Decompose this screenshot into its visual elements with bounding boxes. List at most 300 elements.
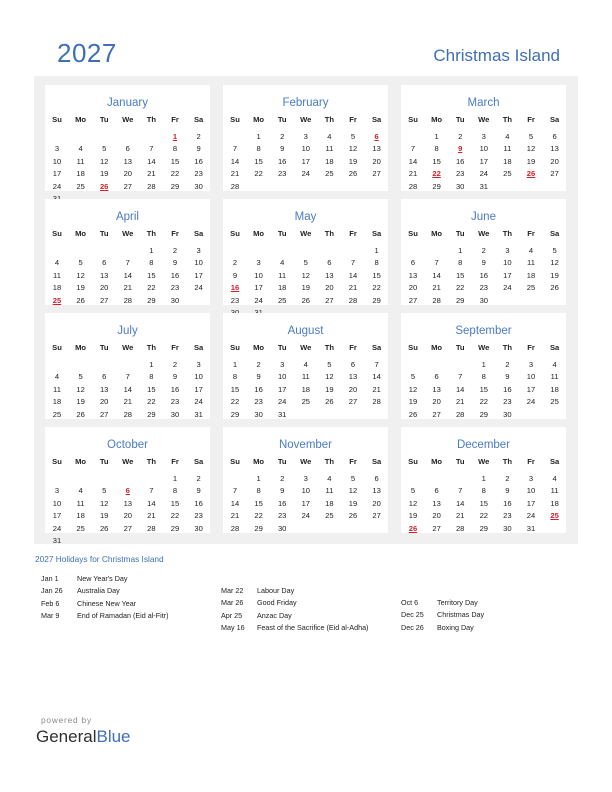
day-cell: 16 bbox=[277, 498, 287, 508]
day-cell: 20 bbox=[550, 156, 559, 166]
day-cell: 5 bbox=[102, 486, 107, 496]
day-cell: 25 bbox=[325, 169, 334, 179]
day-cell: 14 bbox=[147, 156, 156, 166]
day-cell: 21 bbox=[123, 283, 133, 293]
day-cell: 11 bbox=[76, 156, 85, 166]
week-row bbox=[408, 510, 565, 522]
day-cell: 28 bbox=[372, 397, 381, 407]
day-cell: 4 bbox=[280, 258, 285, 268]
week-row bbox=[230, 409, 387, 421]
holiday-day-cell: 26 bbox=[526, 169, 536, 179]
day-cell: 29 bbox=[254, 523, 263, 533]
holiday-name: New Year's Day bbox=[77, 574, 128, 583]
weekday-label: Fr bbox=[349, 343, 357, 352]
day-cell: 11 bbox=[76, 498, 85, 508]
week-row bbox=[410, 143, 565, 155]
day-cell: 13 bbox=[408, 270, 418, 280]
weekday-label: Fr bbox=[527, 229, 535, 238]
week-row bbox=[408, 295, 565, 307]
day-cell: 13 bbox=[372, 486, 381, 496]
holiday-name: Feast of the Sacrifice (Eid al-Adha) bbox=[257, 623, 369, 633]
weekday-label: Th bbox=[502, 115, 513, 124]
day-cell: 17 bbox=[301, 498, 311, 508]
day-cell: 14 bbox=[455, 498, 465, 508]
month-february bbox=[223, 85, 388, 191]
day-cell: 5 bbox=[350, 132, 356, 141]
holiday-date: Dec 26 bbox=[401, 622, 424, 632]
day-cell: 21 bbox=[432, 283, 441, 293]
weekday-label: Mo bbox=[431, 229, 443, 238]
week-row bbox=[232, 485, 387, 497]
holidays-title: 2027 Holidays for Christmas Island bbox=[35, 554, 164, 564]
day-cell: 21 bbox=[230, 511, 240, 521]
month-name: November bbox=[278, 439, 333, 451]
powered-by-text: powered by bbox=[41, 715, 92, 725]
day-cell: 19 bbox=[325, 384, 334, 394]
weekday-label: Fr bbox=[349, 229, 357, 238]
day-cell: 12 bbox=[99, 498, 109, 508]
day-cell: 8 bbox=[458, 258, 463, 268]
day-cell: 1 bbox=[434, 132, 439, 141]
weekday-label: Su bbox=[408, 229, 418, 238]
weekday-label: Su bbox=[408, 343, 418, 352]
day-cell: 25 bbox=[76, 181, 85, 191]
day-cell: 19 bbox=[408, 397, 418, 407]
day-cell: 31 bbox=[52, 536, 62, 545]
day-cell: 24 bbox=[52, 523, 62, 533]
day-cell: 20 bbox=[123, 169, 133, 179]
day-cell: 6 bbox=[327, 258, 332, 268]
day-cell: 11 bbox=[278, 270, 287, 280]
day-cell: 9 bbox=[196, 486, 201, 496]
weekday-label: Su bbox=[408, 115, 418, 124]
day-cell: 30 bbox=[503, 523, 512, 533]
day-cell: 6 bbox=[434, 486, 439, 496]
day-cell: 28 bbox=[147, 523, 156, 533]
holiday-date: Jan 26 bbox=[41, 586, 63, 596]
holiday-day-cell: 6 bbox=[125, 486, 130, 496]
day-cell: 17 bbox=[52, 169, 62, 179]
day-cell: 3 bbox=[528, 474, 534, 483]
day-cell: 11 bbox=[325, 144, 334, 154]
day-cell: 28 bbox=[455, 523, 465, 533]
day-cell: 17 bbox=[194, 384, 203, 394]
day-cell: 9 bbox=[196, 144, 201, 154]
day-cell: 13 bbox=[325, 270, 334, 280]
day-cell: 15 bbox=[230, 384, 240, 394]
weekday-label: Th bbox=[324, 343, 335, 352]
day-cell: 30 bbox=[479, 295, 489, 305]
day-cell: 12 bbox=[76, 270, 85, 280]
day-cell: 18 bbox=[76, 511, 85, 521]
weekday-label: Th bbox=[502, 229, 513, 238]
day-cell: 25 bbox=[52, 409, 62, 419]
day-cell: 21 bbox=[123, 397, 133, 407]
week-row bbox=[53, 270, 209, 282]
holiday-name: Territory Day bbox=[437, 598, 478, 607]
week-row bbox=[408, 498, 565, 510]
day-cell: 29 bbox=[479, 409, 489, 419]
weekday-label: We bbox=[300, 343, 312, 352]
day-cell: 1 bbox=[481, 474, 486, 483]
week-row bbox=[413, 245, 565, 257]
day-cell: 21 bbox=[147, 511, 156, 521]
holiday-day-cell: 26 bbox=[408, 523, 418, 533]
day-cell: 20 bbox=[99, 283, 109, 293]
day-cell: 23 bbox=[503, 397, 512, 407]
month-name: February bbox=[282, 97, 329, 109]
year-title: 2027 bbox=[57, 38, 117, 68]
week-row bbox=[408, 396, 565, 408]
weekday-label: Fr bbox=[171, 229, 179, 238]
day-cell: 11 bbox=[53, 270, 61, 280]
day-cell: 30 bbox=[170, 409, 180, 419]
day-cell: 17 bbox=[301, 156, 311, 166]
day-cell: 24 bbox=[301, 169, 311, 179]
day-cell: 5 bbox=[528, 132, 534, 141]
month-name: August bbox=[287, 325, 324, 337]
day-cell: 26 bbox=[301, 295, 311, 305]
day-cell: 21 bbox=[455, 511, 465, 521]
day-cell: 14 bbox=[123, 384, 133, 394]
day-cell: 23 bbox=[230, 295, 240, 305]
day-cell: 10 bbox=[52, 156, 62, 166]
day-cell: 18 bbox=[550, 498, 559, 508]
holiday-date: Jan 1 bbox=[41, 574, 59, 583]
holiday-date: May 16 bbox=[221, 623, 245, 633]
week-row bbox=[235, 131, 387, 143]
day-cell: 6 bbox=[102, 372, 107, 382]
day-cell: 19 bbox=[526, 156, 536, 166]
day-cell: 24 bbox=[526, 397, 536, 407]
day-cell: 3 bbox=[280, 360, 285, 369]
week-row bbox=[57, 359, 209, 371]
weekday-header bbox=[230, 342, 387, 354]
day-cell: 25 bbox=[325, 511, 334, 521]
day-cell: 11 bbox=[527, 258, 535, 268]
day-cell: 26 bbox=[408, 409, 418, 419]
day-cell: 29 bbox=[170, 181, 180, 191]
day-cell: 24 bbox=[277, 397, 287, 407]
day-cell: 9 bbox=[172, 372, 178, 382]
day-cell: 22 bbox=[372, 283, 381, 293]
day-cell: 30 bbox=[254, 409, 263, 419]
week-row bbox=[230, 282, 387, 294]
day-cell: 19 bbox=[76, 283, 85, 293]
day-cell: 20 bbox=[432, 397, 441, 407]
day-cell: 29 bbox=[432, 181, 441, 191]
month-name: January bbox=[107, 97, 148, 109]
day-cell: 6 bbox=[410, 258, 416, 268]
day-cell: 27 bbox=[99, 409, 109, 419]
day-cell: 21 bbox=[147, 169, 156, 179]
day-cell: 5 bbox=[410, 372, 416, 382]
weekday-label: Tu bbox=[99, 115, 109, 124]
day-cell: 12 bbox=[99, 156, 109, 166]
day-cell: 2 bbox=[458, 132, 463, 141]
weekday-header bbox=[408, 456, 565, 468]
day-cell: 29 bbox=[230, 409, 240, 419]
day-cell: 19 bbox=[301, 283, 311, 293]
day-cell: 28 bbox=[147, 181, 156, 191]
day-cell: 16 bbox=[503, 384, 512, 394]
week-row bbox=[230, 498, 387, 510]
day-cell: 8 bbox=[149, 372, 154, 382]
day-cell: 22 bbox=[455, 283, 465, 293]
day-cell: 4 bbox=[78, 144, 83, 154]
week-row bbox=[52, 168, 209, 180]
day-cell: 25 bbox=[526, 283, 536, 293]
day-cell: 16 bbox=[194, 498, 203, 508]
day-cell: 16 bbox=[455, 156, 465, 166]
day-cell: 4 bbox=[528, 246, 534, 255]
day-cell: 3 bbox=[481, 132, 486, 141]
weekday-label: Mo bbox=[75, 229, 87, 238]
month-october bbox=[45, 427, 210, 545]
holiday-name: Labour Day bbox=[257, 586, 295, 595]
month-name: September bbox=[455, 325, 512, 337]
weekday-label: Fr bbox=[349, 457, 357, 466]
day-cell: 4 bbox=[303, 360, 308, 369]
week-row bbox=[408, 168, 565, 180]
holiday-name: Australia Day bbox=[77, 586, 120, 596]
day-cell: 23 bbox=[277, 169, 287, 179]
weekday-label: We bbox=[122, 115, 134, 124]
day-cell: 31 bbox=[194, 409, 203, 419]
weekday-label: Th bbox=[324, 457, 335, 466]
day-cell: 23 bbox=[277, 511, 287, 521]
day-cell: 28 bbox=[230, 523, 240, 533]
weekday-label: Th bbox=[502, 457, 513, 466]
day-cell: 14 bbox=[230, 156, 240, 166]
day-cell: 1 bbox=[458, 246, 463, 255]
generalblue-logo[interactable] bbox=[36, 727, 131, 747]
week-row bbox=[232, 257, 387, 269]
holiday-date: Oct 6 bbox=[401, 598, 419, 607]
weekday-label: Mo bbox=[253, 115, 265, 124]
day-cell: 7 bbox=[232, 144, 238, 154]
weekday-label: Su bbox=[52, 343, 62, 352]
day-cell: 4 bbox=[327, 132, 332, 141]
day-cell: 17 bbox=[526, 384, 536, 394]
weekday-label: Tu bbox=[99, 343, 109, 352]
holiday-name: Chinese New Year bbox=[77, 598, 137, 608]
day-cell: 14 bbox=[123, 270, 133, 280]
week-row bbox=[230, 523, 387, 535]
day-cell: 19 bbox=[550, 270, 559, 280]
day-cell: 20 bbox=[372, 156, 381, 166]
week-row bbox=[57, 473, 209, 485]
day-cell: 1 bbox=[374, 246, 379, 255]
day-cell: 18 bbox=[325, 156, 334, 166]
weekday-label: We bbox=[300, 229, 312, 238]
week-row bbox=[230, 181, 387, 193]
day-cell: 7 bbox=[125, 372, 130, 382]
day-cell: 2 bbox=[232, 258, 238, 268]
day-cell: 17 bbox=[52, 511, 62, 521]
day-cell: 11 bbox=[550, 486, 559, 496]
weekday-label: Su bbox=[230, 343, 240, 352]
day-cell: 24 bbox=[301, 511, 311, 521]
week-row bbox=[52, 510, 209, 522]
weekday-label: Mo bbox=[431, 457, 443, 466]
day-cell: 27 bbox=[325, 295, 334, 305]
weekday-label: Sa bbox=[193, 115, 204, 124]
weekday-header bbox=[230, 456, 387, 468]
holiday-day-cell: 22 bbox=[432, 169, 441, 179]
week-row bbox=[52, 396, 209, 408]
day-cell: 29 bbox=[455, 295, 465, 305]
day-cell: 23 bbox=[170, 397, 180, 407]
day-cell: 25 bbox=[301, 397, 311, 407]
day-cell: 23 bbox=[170, 283, 180, 293]
day-cell: 17 bbox=[503, 270, 512, 280]
day-cell: 2 bbox=[280, 474, 285, 483]
week-row bbox=[410, 371, 565, 383]
day-cell: 6 bbox=[350, 360, 356, 369]
week-row bbox=[410, 257, 565, 269]
week-row bbox=[408, 384, 565, 396]
day-cell: 13 bbox=[99, 384, 109, 394]
weekday-label: Th bbox=[146, 343, 157, 352]
day-cell: 15 bbox=[170, 498, 180, 508]
day-cell: 16 bbox=[503, 498, 512, 508]
week-row bbox=[53, 384, 209, 396]
day-cell: 1 bbox=[172, 474, 178, 483]
day-cell: 19 bbox=[76, 397, 85, 407]
day-cell: 28 bbox=[455, 409, 465, 419]
brand-blue: Blue bbox=[96, 727, 131, 746]
day-cell: 13 bbox=[348, 372, 358, 382]
day-cell: 9 bbox=[256, 372, 261, 382]
day-cell: 28 bbox=[408, 181, 418, 191]
month-april bbox=[45, 199, 210, 305]
day-cell: 17 bbox=[277, 384, 287, 394]
weekday-label: Su bbox=[230, 115, 240, 124]
day-cell: 22 bbox=[254, 169, 263, 179]
day-cell: 4 bbox=[552, 360, 557, 369]
day-cell: 7 bbox=[374, 360, 379, 369]
weekday-label: Mo bbox=[75, 343, 87, 352]
day-cell: 6 bbox=[552, 132, 557, 141]
month-name: December bbox=[456, 439, 511, 451]
day-cell: 3 bbox=[505, 246, 510, 255]
day-cell: 13 bbox=[550, 144, 559, 154]
day-cell: 12 bbox=[301, 270, 311, 280]
day-cell: 29 bbox=[170, 523, 180, 533]
week-row bbox=[52, 523, 209, 535]
holiday-name: End of Ramadan (Eid al-Fitr) bbox=[77, 611, 169, 621]
weekday-label: Fr bbox=[527, 115, 535, 124]
holiday-date: Mar 9 bbox=[41, 611, 60, 621]
day-cell: 18 bbox=[503, 156, 512, 166]
day-cell: 12 bbox=[325, 372, 334, 382]
weekday-label: Fr bbox=[171, 457, 179, 466]
week-row bbox=[408, 282, 565, 294]
day-cell: 17 bbox=[526, 498, 536, 508]
day-cell: 28 bbox=[123, 295, 133, 305]
day-cell: 26 bbox=[348, 169, 358, 179]
day-cell: 26 bbox=[550, 283, 559, 293]
weekday-label: Sa bbox=[371, 457, 382, 466]
day-cell: 12 bbox=[76, 384, 85, 394]
day-cell: 10 bbox=[277, 372, 287, 382]
day-cell: 30 bbox=[277, 523, 287, 533]
day-cell: 24 bbox=[479, 169, 489, 179]
weekday-label: Th bbox=[324, 115, 335, 124]
week-row bbox=[52, 282, 209, 294]
day-cell: 20 bbox=[123, 511, 133, 521]
day-cell: 19 bbox=[408, 511, 418, 521]
weekday-header bbox=[408, 114, 565, 126]
week-row bbox=[235, 245, 387, 257]
weekday-label: Su bbox=[52, 115, 62, 124]
day-cell: 18 bbox=[76, 169, 85, 179]
day-cell: 16 bbox=[170, 270, 180, 280]
holiday-day-cell: 16 bbox=[230, 283, 240, 293]
day-cell: 22 bbox=[254, 511, 263, 521]
day-cell: 28 bbox=[432, 295, 441, 305]
weekday-label: Su bbox=[230, 457, 240, 466]
weekday-label: Sa bbox=[549, 115, 560, 124]
weekday-label: Mo bbox=[75, 457, 87, 466]
day-cell: 16 bbox=[254, 384, 263, 394]
day-cell: 11 bbox=[53, 384, 61, 394]
holiday-day-cell: 1 bbox=[172, 132, 178, 141]
weekday-label: Mo bbox=[431, 115, 443, 124]
day-cell: 7 bbox=[458, 372, 463, 382]
day-cell: 14 bbox=[372, 372, 381, 382]
day-cell: 7 bbox=[232, 486, 238, 496]
day-cell: 17 bbox=[479, 156, 489, 166]
month-september bbox=[401, 313, 566, 419]
day-cell: 18 bbox=[301, 384, 311, 394]
week-row bbox=[232, 371, 387, 383]
day-cell: 23 bbox=[455, 169, 465, 179]
brand-general: General bbox=[36, 727, 97, 746]
day-cell: 4 bbox=[78, 486, 83, 496]
day-cell: 18 bbox=[550, 384, 559, 394]
day-cell: 27 bbox=[432, 523, 441, 533]
day-cell: 22 bbox=[479, 511, 489, 521]
month-november bbox=[223, 427, 388, 533]
weekday-header bbox=[52, 114, 209, 126]
week-row bbox=[52, 295, 209, 307]
day-cell: 9 bbox=[172, 258, 178, 268]
day-cell: 10 bbox=[52, 498, 62, 508]
week-row bbox=[408, 409, 565, 421]
day-cell: 3 bbox=[196, 360, 201, 369]
weekday-label: Mo bbox=[253, 343, 265, 352]
day-cell: 31 bbox=[479, 181, 489, 191]
week-row bbox=[232, 359, 387, 371]
weekday-label: We bbox=[478, 457, 490, 466]
day-cell: 26 bbox=[76, 295, 85, 305]
day-cell: 14 bbox=[432, 270, 441, 280]
day-cell: 13 bbox=[99, 270, 109, 280]
day-cell: 5 bbox=[303, 258, 308, 268]
weekday-header bbox=[230, 114, 387, 126]
day-cell: 15 bbox=[455, 270, 465, 280]
day-cell: 20 bbox=[325, 283, 334, 293]
day-cell: 22 bbox=[147, 397, 156, 407]
day-cell: 26 bbox=[76, 409, 85, 419]
weekday-label: Th bbox=[324, 229, 335, 238]
day-cell: 21 bbox=[230, 169, 240, 179]
week-row bbox=[232, 143, 387, 155]
day-cell: 5 bbox=[327, 360, 332, 369]
day-cell: 18 bbox=[325, 498, 334, 508]
